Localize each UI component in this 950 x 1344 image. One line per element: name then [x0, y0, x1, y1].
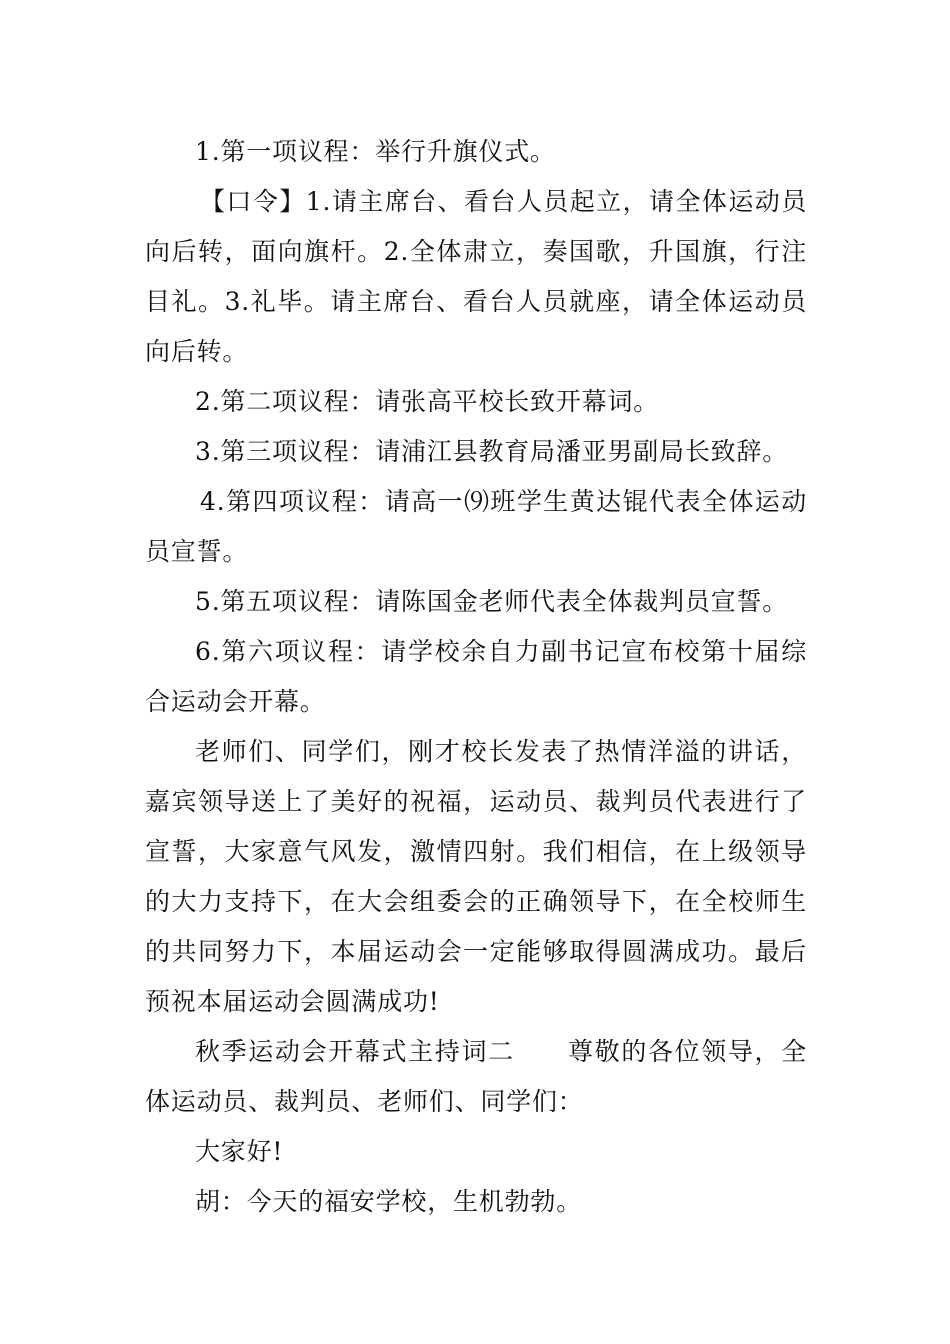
agenda-item-6: 6.第六项议程：请学校余自力副书记宣布校第十届综合运动会开幕。: [145, 637, 807, 716]
agenda-item-5: 5.第五项议程：请陈国金老师代表全体裁判员宣誓。: [195, 587, 789, 616]
closing-paragraph: 老师们、同学们，刚才校长发表了热情洋溢的讲话，嘉宾领导送上了美好的祝福，运动员、裁判员代表进行了宣誓，大家意气风发，激情四射。我们相信，在上级领导的大力支持下，在大会组委会的正确领导下，在全校师生的共同努力下，本届运动会一定能够取得圆满成功。最后预祝本届运动会圆满成功!: [145, 737, 807, 1016]
agenda-item-1: 1.第一项议程：举行升旗仪式。: [195, 137, 556, 166]
agenda-item-3: 3.第三项议程：请浦江县教育局潘亚男副局长致辞。: [195, 437, 789, 466]
agenda-item-4: 4.第四项议程：请高一⑼班学生黄达锟代表全体运动员宣誓。: [145, 487, 807, 566]
command-paragraph: 【口令】1.请主席台、看台人员起立，请全体运动员向后转，面向旗杆。2.全体肃立，奏国歌，升国旗，行注目礼。3.礼毕。请主席台、看台人员就座，请全体运动员向后转。: [145, 187, 807, 366]
host-line: 胡：今天的福安学校，生机勃勃。: [195, 1187, 583, 1216]
second-script-heading: 秋季运动会开幕式主持词二 尊敬的各位领导，全体运动员、裁判员、老师们、同学们：: [145, 1037, 807, 1116]
greeting-paragraph: 大家好!: [195, 1137, 284, 1166]
document-body: [145, 127, 807, 1227]
agenda-item-2: 2.第二项议程：请张高平校长致开幕词。: [195, 387, 660, 416]
